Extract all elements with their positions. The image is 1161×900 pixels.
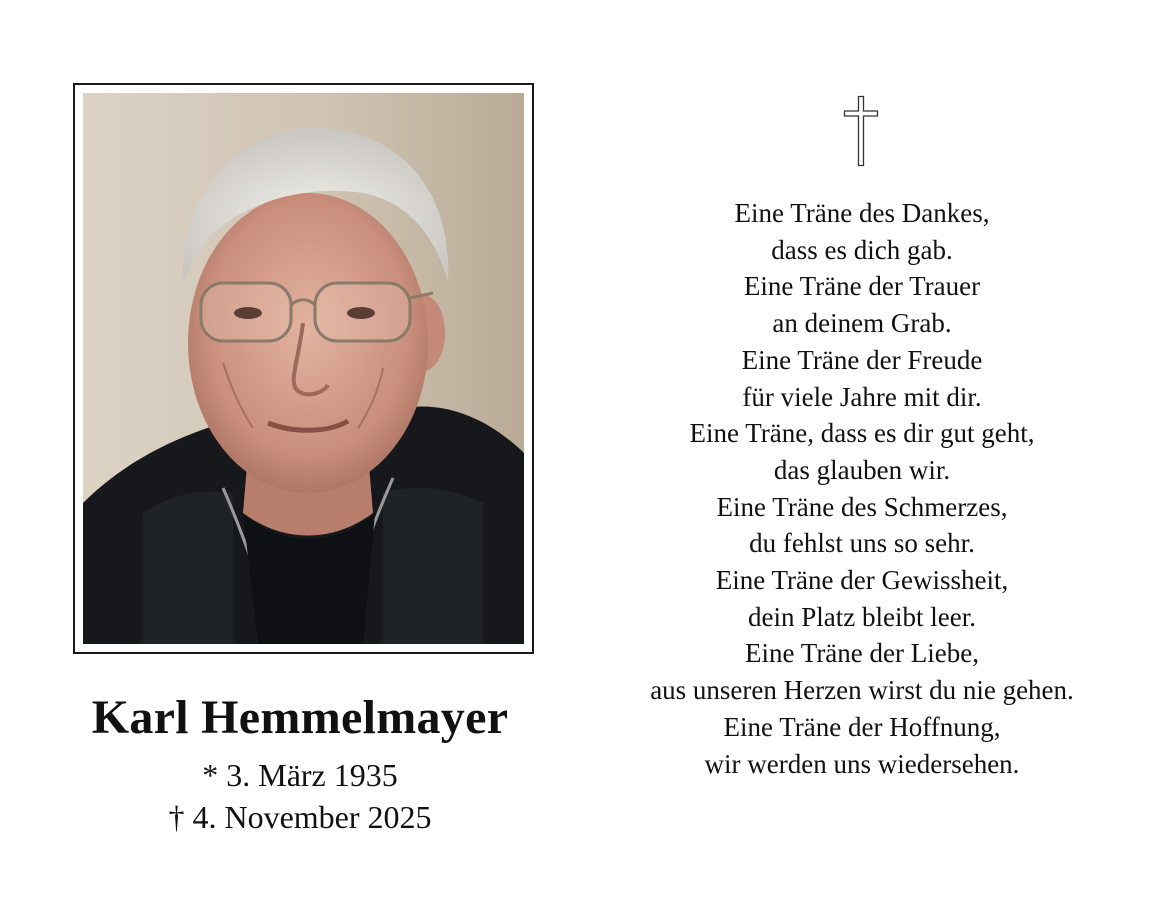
poem-line: dass es dich gab.: [771, 234, 953, 265]
poem-line: Eine Träne der Hoffnung,: [723, 711, 1001, 742]
portrait-frame: [73, 83, 534, 654]
portrait-illustration: [83, 93, 524, 644]
poem-line: für viele Jahre mit dir.: [742, 381, 982, 412]
poem-line: Eine Träne der Freude: [741, 344, 983, 375]
poem-line: du fehlst uns so sehr.: [749, 528, 975, 559]
poem-line: Eine Träne des Schmerzes,: [716, 491, 1008, 522]
deceased-name: Karl Hemmelmayer: [91, 691, 509, 744]
latin-cross-icon: [843, 95, 879, 167]
poem-line: wir werden uns wiedersehen.: [704, 748, 1020, 779]
poem-line: Eine Träne des Dankes,: [734, 198, 990, 228]
poem-line: Eine Träne der Liebe,: [745, 638, 979, 669]
poem-line: Eine Träne der Gewissheit,: [715, 565, 1009, 596]
poem-line: dein Platz bleibt leer.: [748, 601, 976, 632]
poem-line: das glauben wir.: [773, 454, 951, 485]
portrait-photo: [83, 93, 524, 644]
poem-line: an deinem Grab.: [772, 308, 952, 339]
birth-date: * 3. März 1935: [202, 757, 398, 793]
memorial-poem: [600, 195, 1124, 782]
death-date: † 4. November 2025: [168, 799, 432, 835]
poem-line: Eine Träne, dass es dir gut geht,: [689, 418, 1035, 449]
poem-line: aus unseren Herzen wirst du nie gehen.: [650, 675, 1074, 706]
poem-line: Eine Träne der Trauer: [743, 271, 981, 302]
